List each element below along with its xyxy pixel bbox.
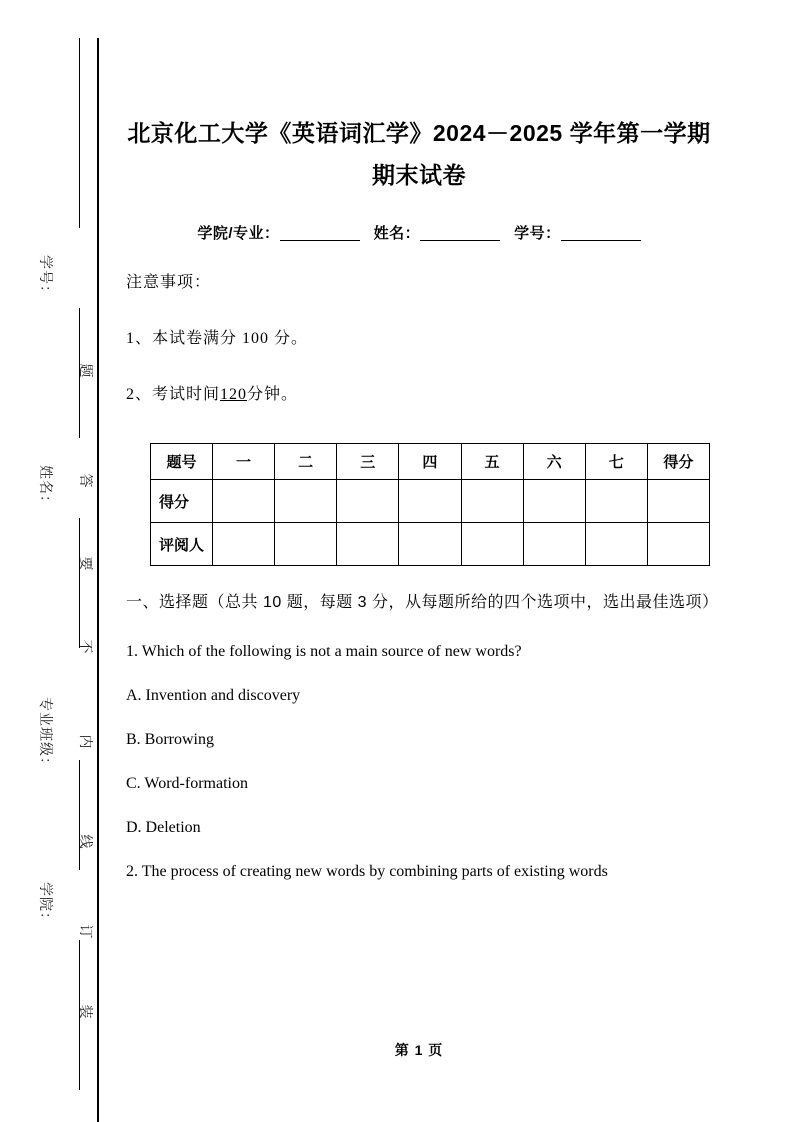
grader-cell[interactable] <box>399 523 461 566</box>
score-table-row-label-grader: 评阅人 <box>151 523 213 566</box>
field-blank-name[interactable] <box>420 240 500 241</box>
section-heading-multiple-choice: 一、选择题（总共 10 题，每题 3 分，从每题所给的四个选项中，选出最佳选项） <box>126 594 719 611</box>
score-cell[interactable] <box>399 480 461 523</box>
seal-char: 线 <box>77 834 92 850</box>
page-number: 第 1 页 <box>394 1042 444 1058</box>
seal-char: 题 <box>77 363 92 379</box>
seal-char: 订 <box>77 924 92 940</box>
notice-duration-value: 120 <box>220 386 248 403</box>
grader-cell[interactable] <box>647 523 709 566</box>
notice-item-duration <box>126 385 712 405</box>
score-table-header-cell: 二 <box>275 444 337 480</box>
table-row <box>151 480 710 523</box>
score-table-header-cell: 得分 <box>647 444 709 480</box>
score-table-header-cell: 一 <box>213 444 275 480</box>
seal-char: 要 <box>77 556 92 572</box>
score-cell[interactable] <box>337 480 399 523</box>
grader-cell[interactable] <box>213 523 275 566</box>
margin-label-name: 姓名： <box>37 465 52 510</box>
question-option[interactable]: D. Deletion <box>126 819 201 836</box>
seal-char: 答 <box>77 473 92 489</box>
field-label-student-id: 学号： <box>514 225 561 242</box>
score-table-header-cell: 四 <box>399 444 461 480</box>
grader-cell[interactable] <box>275 523 337 566</box>
student-info-line <box>126 222 712 243</box>
field-blank-college-major[interactable] <box>280 240 360 241</box>
margin-seal-column <box>64 0 104 1122</box>
question-option[interactable]: C. Word-formation <box>126 775 248 792</box>
question-stem: 1. Which of the following is not a main source of new words? <box>126 643 522 660</box>
field-blank-student-id[interactable] <box>561 240 641 241</box>
page-footer <box>126 1040 712 1060</box>
notice-duration-after: 分钟。 <box>247 386 299 403</box>
field-label-college-major: 学院/专业： <box>197 225 280 242</box>
score-cell[interactable] <box>213 480 275 523</box>
margin-label-column <box>24 0 64 1122</box>
notice-duration-before: 2、考试时间 <box>126 386 221 403</box>
grader-cell[interactable] <box>461 523 523 566</box>
field-label-name: 姓名： <box>373 225 421 242</box>
score-cell[interactable] <box>585 480 647 523</box>
score-table <box>150 443 710 566</box>
grader-cell[interactable] <box>523 523 585 566</box>
score-cell[interactable] <box>461 480 523 523</box>
seal-char: 内 <box>77 734 92 750</box>
margin-label-class: 专业班级： <box>37 697 52 772</box>
question-stem: 2. The process of creating new words by combining parts of existing words <box>126 863 608 880</box>
table-row <box>151 523 710 566</box>
score-table-header-cell: 五 <box>461 444 523 480</box>
table-row <box>151 444 710 480</box>
seal-char: 装 <box>77 1004 92 1020</box>
notice-item-total-score: 1、本试卷满分 100 分。 <box>126 330 309 347</box>
margin-label-college: 学院： <box>37 882 52 927</box>
grader-cell[interactable] <box>337 523 399 566</box>
question-option[interactable]: A. Invention and discovery <box>126 687 301 704</box>
notice-heading: 注意事项： <box>126 274 212 291</box>
question-option[interactable]: B. Borrowing <box>126 731 214 748</box>
score-cell[interactable] <box>647 480 709 523</box>
score-cell[interactable] <box>275 480 337 523</box>
score-cell[interactable] <box>523 480 585 523</box>
document-body <box>126 0 719 898</box>
grader-cell[interactable] <box>585 523 647 566</box>
margin-label-student-id: 学号： <box>37 255 52 300</box>
score-table-row-label-score: 得分 <box>151 480 213 523</box>
score-table-header-cell: 七 <box>585 444 647 480</box>
score-table-header-cell: 三 <box>337 444 399 480</box>
page-title: 北京化工大学《英语词汇学》2024－2025 学年第一学期期末试卷 <box>127 120 711 188</box>
score-table-header-cell: 题号 <box>151 444 213 480</box>
seal-char: 不 <box>77 639 92 655</box>
score-table-header-cell: 六 <box>523 444 585 480</box>
